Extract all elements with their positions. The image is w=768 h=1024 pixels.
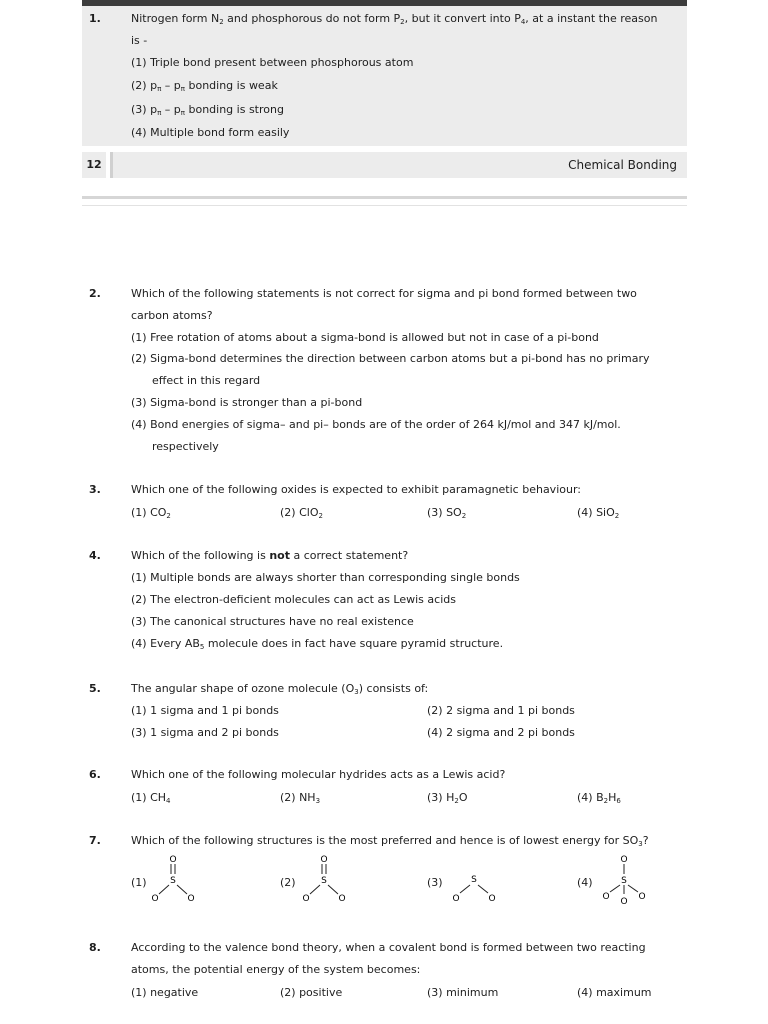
structure-4-o-left: O <box>602 892 610 902</box>
header-divider <box>82 196 687 199</box>
so3-structure-2[interactable] <box>294 850 384 906</box>
structure-2-o-right: O <box>338 894 346 904</box>
structure-1-o-top: O <box>169 855 177 865</box>
structure-4-o-right: O <box>638 892 646 902</box>
question-6-number: 6. <box>89 768 101 781</box>
question-4-number: 4. <box>89 549 101 562</box>
question-4-option-1[interactable]: (1) Multiple bonds are always shorter than corresponding single bonds <box>131 571 520 584</box>
question-6-text: Which one of the following molecular hydrides acts as a Lewis acid? <box>131 768 506 781</box>
question-7-option-3-label[interactable]: (3) <box>427 876 443 889</box>
question-3-option-4[interactable]: (4) SiO$_2$ <box>577 506 620 520</box>
question-2-option-2[interactable]: (2) Sigma-bond determines the direction between carbon atoms but a pi-bond has no primary <box>131 352 650 365</box>
question-2-option-3[interactable]: (3) Sigma-bond is stronger than a pi-bond <box>131 396 363 409</box>
question-1-number: 1. <box>89 12 101 25</box>
question-5-option-2[interactable]: (2) 2 sigma and 1 pi bonds <box>427 704 575 717</box>
question-5-option-1[interactable]: (1) 1 sigma and 1 pi bonds <box>131 704 279 717</box>
question-1-option-1[interactable]: (1) Triple bond present between phosphorous atom <box>131 56 414 69</box>
question-7-option-1-label[interactable]: (1) <box>131 876 147 889</box>
question-8-text: According to the valence bond theory, when a covalent bond is formed between two reacting <box>131 941 646 954</box>
structure-3-s: S <box>471 875 477 885</box>
question-6-option-4[interactable]: (4) $B_2H_6$ <box>577 791 621 805</box>
question-3-option-2[interactable]: (2) ClO$_2$ <box>280 506 323 520</box>
so3-structure-1[interactable] <box>143 850 233 906</box>
question-8-option-4[interactable]: (4) maximum <box>577 986 652 999</box>
question-5-text: The angular shape of ozone molecule $(O_3)$ consists of: <box>131 682 429 696</box>
chapter-header-bar <box>110 152 687 178</box>
question-8-number: 8. <box>89 941 101 954</box>
question-6-option-3[interactable]: (3) $H_2O$ <box>427 791 468 805</box>
question-3-text: Which one of the following oxides is expected to exhibit paramagnetic behaviour: <box>131 483 581 496</box>
structure-4-s: S <box>621 876 627 886</box>
question-8-option-1[interactable]: (1) negative <box>131 986 199 999</box>
question-8-text-cont: atoms, the potential energy of the system becomes: <box>131 963 421 976</box>
structure-4-o-bottom: O <box>620 897 628 907</box>
question-3-option-3[interactable]: (3) $SO_2$ <box>427 506 467 520</box>
question-2-option-4[interactable]: (4) Bond energies of sigma– and pi– bonds are of the order of 264 kJ/mol and 347 kJ/mol. <box>131 418 621 431</box>
question-1-option-2[interactable]: (2) $p_\pi - p_\pi$ bonding is weak <box>131 79 278 93</box>
structure-2-o-top: O <box>320 855 328 865</box>
question-4-text: Which of the following is not a correct statement? <box>131 549 409 562</box>
question-2-number: 2. <box>89 287 101 300</box>
question-4-option-3[interactable]: (3) The canonical structures have no real existence <box>131 615 414 628</box>
question-1-option-3[interactable]: (3) $p_\pi - p_\pi$ bonding is strong <box>131 103 284 117</box>
structure-1-o-left: O <box>151 894 159 904</box>
question-1-text: Nitrogen form $N_2$ and phosphorous do not form $P_2$, but it convert into $P_4$, at a instant the reason <box>131 12 658 26</box>
question-2-text: Which of the following statements is not correct for sigma and pi bond formed between two <box>131 287 637 300</box>
so3-structure-4[interactable] <box>594 850 684 906</box>
question-2-option-1[interactable]: (1) Free rotation of atoms about a sigma-bond is allowed but not in case of a pi-bond <box>131 331 599 344</box>
structure-1-o-right: O <box>187 894 195 904</box>
structure-3-o-left: O <box>452 894 460 904</box>
structure-4-o-top: O <box>620 855 628 865</box>
question-8-option-3[interactable]: (3) minimum <box>427 986 499 999</box>
question-3-option-1[interactable]: (1) $CO_2$ <box>131 506 171 520</box>
question-7-text: Which of the following structures is the most preferred and hence is of lowest energy for $SO_3$? <box>131 834 649 848</box>
question-2-option-2-cont: effect in this regard <box>152 374 261 387</box>
question-1-panel <box>82 6 687 146</box>
question-8-option-2[interactable]: (2) positive <box>280 986 343 999</box>
question-4-option-4[interactable]: (4) Every $AB_5$ molecule does in fact have square pyramid structure. <box>131 637 504 651</box>
question-5-number: 5. <box>89 682 101 695</box>
question-1-text-cont: is - <box>131 34 148 47</box>
header-divider-thin <box>82 205 687 206</box>
question-5-option-3[interactable]: (3) 1 sigma and 2 pi bonds <box>131 726 279 739</box>
question-7-number: 7. <box>89 834 101 847</box>
question-3-number: 3. <box>89 483 101 496</box>
question-7-option-2-label[interactable]: (2) <box>280 876 296 889</box>
structure-3-o-right: O <box>488 894 496 904</box>
chapter-title: Chemical Bonding <box>568 158 677 172</box>
question-6-option-1[interactable]: (1) $CH_4$ <box>131 791 171 805</box>
structure-2-s: S <box>321 876 327 886</box>
structure-2-o-left: O <box>302 894 310 904</box>
question-6-option-2[interactable]: (2) $NH_3$ <box>280 791 321 805</box>
question-7-option-4-label[interactable]: (4) <box>577 876 593 889</box>
question-4-option-2[interactable]: (2) The electron-deficient molecules can act as Lewis acids <box>131 593 456 606</box>
structure-1-s: S <box>170 876 176 886</box>
question-1-option-4[interactable]: (4) Multiple bond form easily <box>131 126 290 139</box>
page-number: 12 <box>82 152 106 178</box>
so3-structure-3[interactable] <box>444 860 534 916</box>
question-2-option-4-cont: respectively <box>152 440 219 453</box>
question-2-text-cont: carbon atoms? <box>131 309 213 322</box>
question-5-option-4[interactable]: (4) 2 sigma and 2 pi bonds <box>427 726 575 739</box>
